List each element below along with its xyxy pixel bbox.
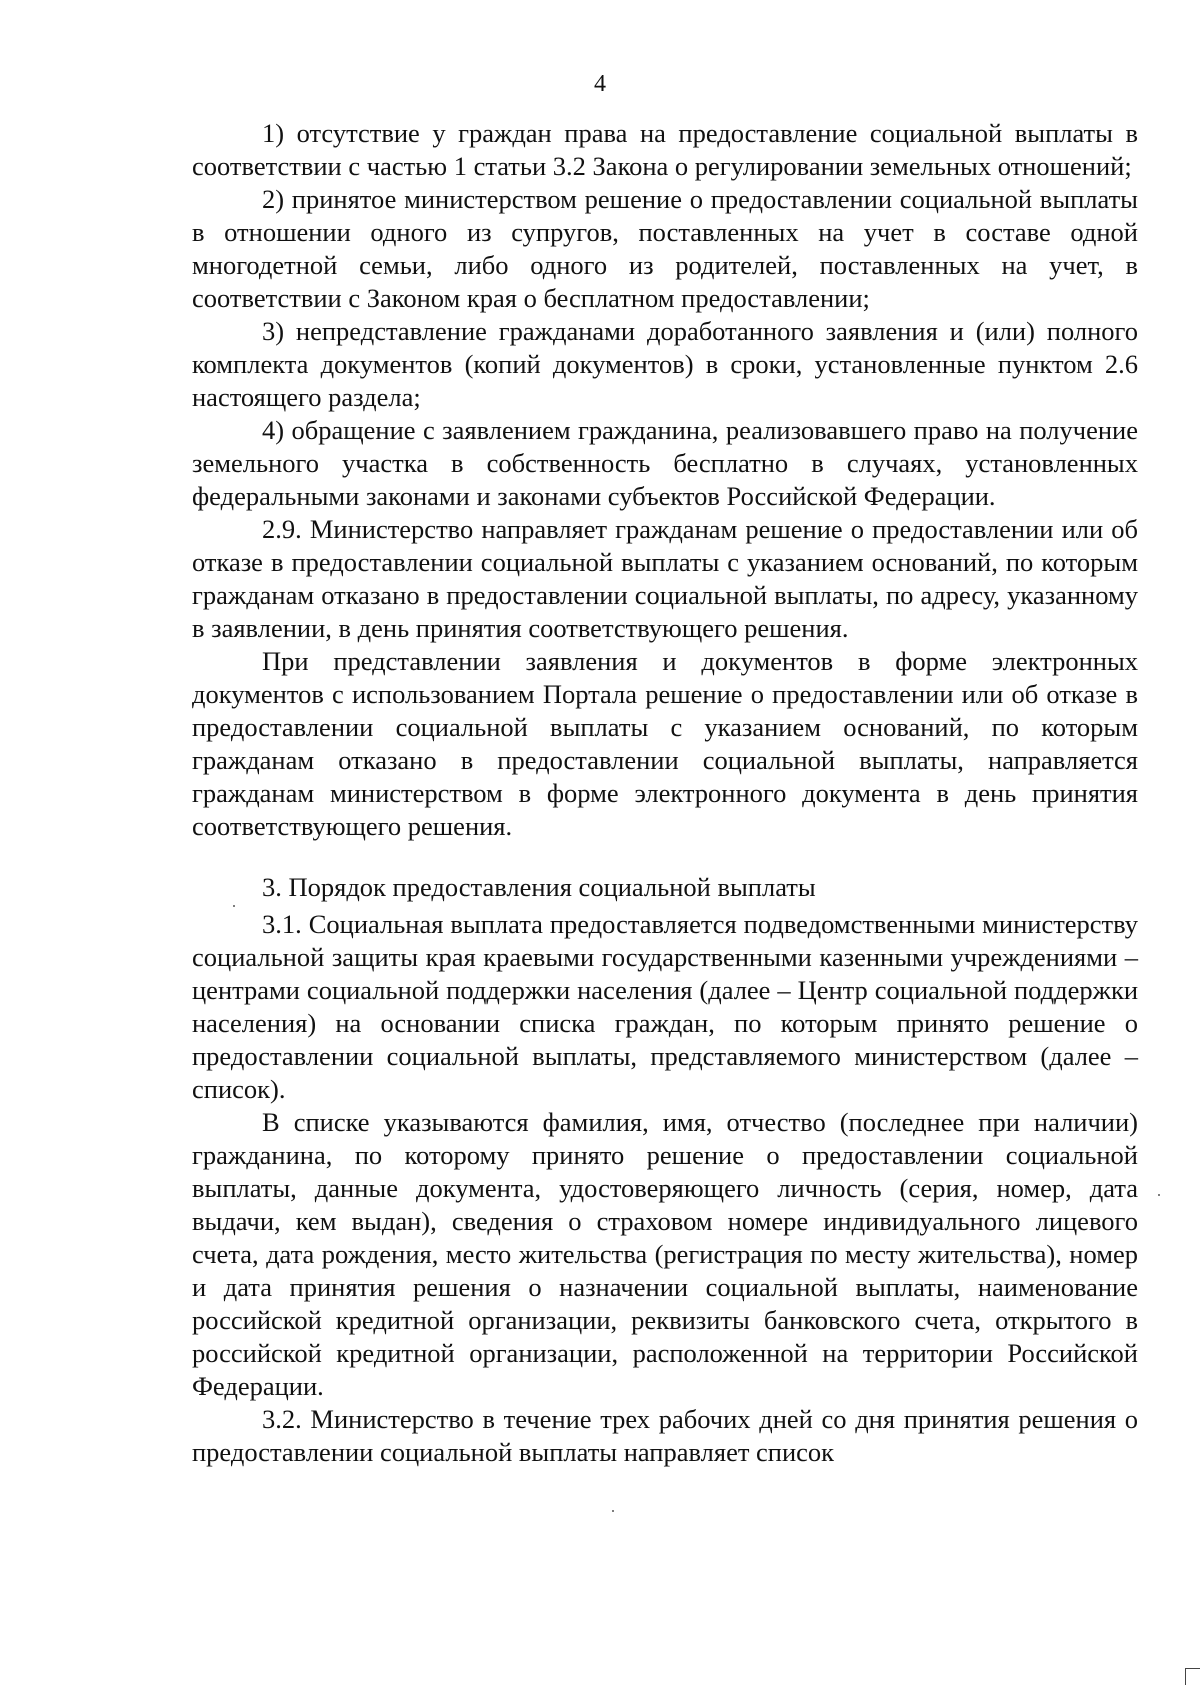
paragraph-item-1: 1) отсутствие у граждан права на предоставление социальной выплаты в соответствии с частью 1 статьи 3.2 Закона о регулировании земельных отношений;: [192, 118, 1138, 181]
page-number: 4: [594, 71, 606, 97]
section-heading: 3. Порядок предоставления социальной выплаты: [262, 872, 816, 902]
scan-speck: [1158, 1194, 1160, 1196]
document-body: [192, 117, 1138, 1469]
scan-speck: [233, 905, 235, 907]
scan-corner-mark: [1185, 1668, 1200, 1685]
scan-speck: [612, 1510, 614, 1512]
paragraph-2-9: 2.9. Министерство направляет гражданам решение о предоставлении или об отказе в предоставлении социальной выплаты с указанием оснований, по которым гражданам отказано в предоставлении социальной выплаты, по адресу, указанному в заявлении, в день принятия соответствующего решения.: [192, 514, 1138, 643]
paragraph-item-3: 3) непредставление гражданами доработанного заявления и (или) полного комплекта документов (копий документов) в сроки, установленные пунктом 2.6 настоящего раздела;: [192, 316, 1138, 412]
paragraph-item-4: 4) обращение с заявлением гражданина, реализовавшего право на получение земельного участка в собственность бесплатно в случаях, установленных федеральными законами и законами субъектов Российской Федерации.: [192, 415, 1138, 511]
paragraph-item-2: 2) принятое министерством решение о предоставлении социальной выплаты в отношении одного из супругов, поставленных на учет в составе одной многодетной семьи, либо одного из родителей, поставленных на учет, в соответствии с Законом края о бесплатном предоставлении;: [192, 184, 1138, 313]
paragraph-list-contents: В списке указываются фамилия, имя, отчество (последнее при наличии) гражданина, по которому принято решение о предоставлении социальной выплаты, данные документа, удостоверяющего личность (серия, номер, дата выдачи, кем выдан), сведения о страховом номере индивидуального лицевого счета, дата рождения, место жительства (регистрация по месту жительства), номер и дата принятия решения о назначении социальной выплаты, наименование российской кредитной организации, реквизиты банковского счета, открытого в российской кредитной организации, расположенной на территории Российской Федерации.: [192, 1107, 1138, 1401]
paragraph-electronic-documents: При представлении заявления и документов в форме электронных документов с использованием Портала решение о предоставлении или об отказе в предоставлении социальной выплаты с указанием оснований, по которым гражданам отказано в предоставлении социальной выплаты, направляется гражданам министерством в форме электронного документа в день принятия соответствующего решения.: [192, 646, 1138, 841]
paragraph-3-2: 3.2. Министерство в течение трех рабочих дней со дня принятия решения о предоставлении социальной выплаты направляет список: [192, 1404, 1138, 1467]
paragraph-3-1: 3.1. Социальная выплата предоставляется подведомственными министерству социальной защиты края краевыми государственными казенными учреждениями – центрами социальной поддержки населения (далее – Центр социальной поддержки населения) на основании списка граждан, по которым принято решение о предоставлении социальной выплаты, представляемого министерством (далее – список).: [192, 909, 1138, 1104]
